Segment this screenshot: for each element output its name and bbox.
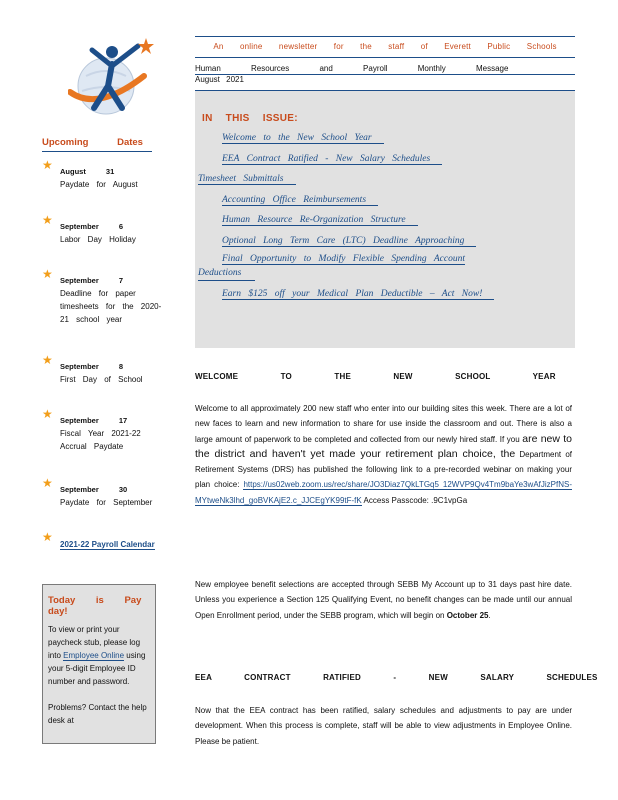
event-date: September 30: [60, 485, 128, 494]
issue-item[interactable]: Timesheet Submittals: [222, 170, 567, 191]
star-icon: ★: [42, 213, 53, 227]
event-date: August 31: [60, 167, 115, 176]
issue-item[interactable]: EEA Contract Ratified - New Salary Schedules: [222, 150, 567, 171]
event-date: September 8: [60, 362, 124, 371]
star-icon: ★: [42, 476, 53, 490]
star-icon: ★: [42, 530, 53, 544]
issue-list: [198, 129, 567, 306]
in-this-issue-box: [195, 90, 575, 348]
article-heading-welcome: WELCOME TO THE NEW SCHOOL YEAR: [195, 372, 556, 381]
issue-item[interactable]: Welcome to the New School Year: [222, 129, 567, 150]
problems-text: Problems? Contact the help desk at: [48, 703, 147, 725]
webinar-link[interactable]: https://us02web.zoom.us/rec/share/JO3Diaz7QkLTGq5 12WVP9Qv4Tm9baYe3wAfJizPfNS-MYtweNk3lhd_goBVKAjE2.c_JJCEgYK99tF-fK: [195, 480, 572, 505]
star-icon: ★: [42, 353, 53, 367]
issue-item[interactable]: Earn $125 off your Medical Plan Deductible – Act Now!: [222, 285, 567, 306]
star-icon: ★: [42, 158, 53, 172]
article-body-eea: Now that the EEA contract has been ratified, salary schedules and adjustments to pay are under development. When this process is complete, staff will be able to view adjustments in Employee Online. Please be patient.: [195, 706, 572, 746]
in-this-issue-title: IN THIS ISSUE:: [202, 113, 298, 124]
star-icon: ★: [42, 267, 53, 281]
event-date: September 7: [60, 276, 124, 285]
payday-title: Today is Pay day!: [48, 595, 142, 617]
issue-item[interactable]: Accounting Office Reimbursements: [222, 191, 567, 212]
logo: [68, 36, 158, 120]
upcoming-dates-heading: Upcoming Dates: [42, 137, 152, 152]
issue-item[interactable]: Final Opportunity to Modify Flexible Spending Account Deductions: [222, 252, 567, 285]
employee-online-link[interactable]: Employee Online: [63, 651, 125, 660]
event-item: [42, 267, 162, 326]
event-date: September 6: [60, 222, 124, 231]
event-desc: Paydate for August: [60, 180, 138, 189]
issue-item[interactable]: Optional Long Term Care (LTC) Deadline Approaching: [222, 232, 567, 253]
event-date: September 17: [60, 416, 128, 425]
event-desc: Paydate for September: [60, 498, 153, 507]
event-item: [42, 158, 162, 191]
event-desc: Labor Day Holiday: [60, 235, 136, 244]
event-item: [42, 407, 162, 453]
payroll-calendar-link[interactable]: 2021-22 Payroll Calendar: [60, 540, 155, 549]
article-body-welcome: Welcome to all approximately 200 new staff who enter into our building sites this week. There are a lot of new faces to learn and new information to share for use inside the classroom and out. There is also a large amount of paperwork to be completed and collected from our newly hired staff. If you are new to the district and haven't yet made your retirement plan choice, the Department of Retirement Systems (DRS) has published the following link to a pre-recorded webinar on making your plan choice: https://us02web.zoom.us/rec/share/JO3Diaz7QkLTGq5 12WVP9Qv4Tm9baYe3wAfJizPfNS-MYtweNk3lhd_goBVKAjE2.c_JJCEgYK99tF-fK Access Passcode: .9C1vpGa: [195, 404, 572, 505]
event-item: [42, 213, 162, 246]
article-heading-eea: EEA CONTRACT RATIFIED - NEW SALARY SCHEDULES: [195, 673, 598, 682]
event-item: [42, 353, 162, 386]
issue-item[interactable]: Human Resource Re-Organization Structure: [222, 211, 567, 232]
payday-box: [42, 584, 156, 744]
star-icon: ★: [42, 407, 53, 421]
newsletter-date: August 2021: [195, 75, 244, 84]
payday-text: To view or print your paycheck stub, please log into Employee Online using your 5-digit Employee ID number and password. Problems? Contact the help desk at: [48, 625, 147, 725]
event-desc: Fiscal Year 2021-22 Accrual Paydate: [60, 429, 141, 451]
district-logo-icon: [68, 36, 158, 120]
newsletter-subtitle: Human Resources and Payroll Monthly Message: [195, 64, 575, 75]
newsletter-subtitle-block: [195, 64, 575, 84]
article-body-benefits: New employee benefit selections are accepted through SEBB My Account up to 31 days past hire date. Unless you experience a Section 125 Qualifying Event, no benefit changes can be made until our annual Open Enrollment period, under the SEBB program, which will begin on October 25.: [195, 580, 572, 620]
event-desc: First Day of School: [60, 375, 143, 384]
newsletter-tagline: An online newsletter for the staff of Everett Public Schools: [195, 36, 575, 58]
event-item: [42, 476, 162, 509]
event-desc: Deadline for paper timesheets for the 2020-21 school year: [60, 289, 162, 324]
